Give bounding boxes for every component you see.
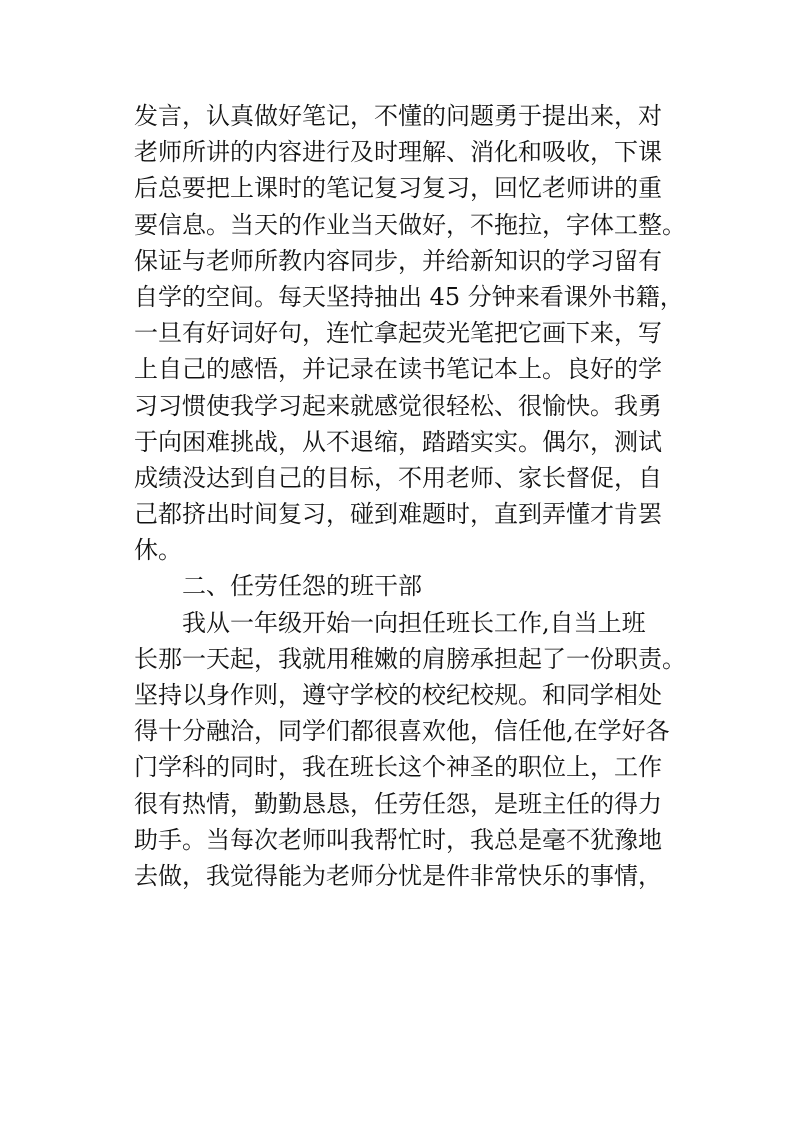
- paragraph-line: 发言，认真做好笔记，不懂的问题勇于提出来，对: [134, 102, 662, 130]
- paragraph-line: 保证与老师所教内容同步，并给新知识的学习留有: [134, 246, 662, 275]
- paragraph-line: 自学的空间。每天坚持抽出 45 分钟来看课外书籍，: [134, 282, 684, 311]
- paragraph-line: 上自己的感悟，并记录在读书笔记本上。良好的学: [134, 355, 662, 384]
- paragraph-line: 老师所讲的内容进行及时理解、消化和吸收，下课: [134, 138, 662, 167]
- paragraph-line: 我从一年级开始一向担任班长工作,自当上班: [182, 608, 646, 637]
- paragraph-line: 坚持以身作则，遵守学校的校纪校规。和同学相处: [134, 681, 662, 709]
- paragraph-line: 一旦有好词好句，连忙拿起荧光笔把它画下来，写: [134, 319, 662, 348]
- paragraph-line: 助手。当每次老师叫我帮忙时，我总是毫不犹豫地: [134, 825, 662, 854]
- document-body: [134, 98, 686, 894]
- section-heading: 二、任劳任怨的班干部: [182, 572, 422, 601]
- paragraph-line: 得十分融洽，同学们都很喜欢他，信任他,在学好各: [134, 717, 670, 746]
- paragraph-line: 长那一天起，我就用稚嫩的肩膀承担起了一份职责。: [134, 644, 686, 673]
- paragraph-line: 去做，我觉得能为老师分忧是件非常快乐的事情，: [134, 861, 662, 890]
- paragraph-line: 习习惯使我学习起来就感觉很轻松、很愉快。我勇: [134, 391, 662, 420]
- paragraph-line: 后总要把上课时的笔记复习复习，回忆老师讲的重: [134, 174, 662, 203]
- paragraph-line: 己都挤出时间复习，碰到难题时，直到弄懂才肯罢: [134, 500, 662, 529]
- paragraph-line: 门学科的同时，我在班长这个神圣的职位上，工作: [134, 753, 662, 782]
- paragraph-line: 很有热情，勤勤恳恳，任劳任怨，是班主任的得力: [134, 789, 662, 818]
- paragraph-line: 成绩没达到自己的目标，不用老师、家长督促，自: [134, 463, 662, 492]
- paragraph-line: 于向困难挑战，从不退缩，踏踏实实。偶尔，测试: [134, 427, 662, 456]
- paragraph-line: 要信息。当天的作业当天做好，不拖拉，字体工整。: [134, 210, 686, 239]
- paragraph-line: 休。: [134, 536, 182, 565]
